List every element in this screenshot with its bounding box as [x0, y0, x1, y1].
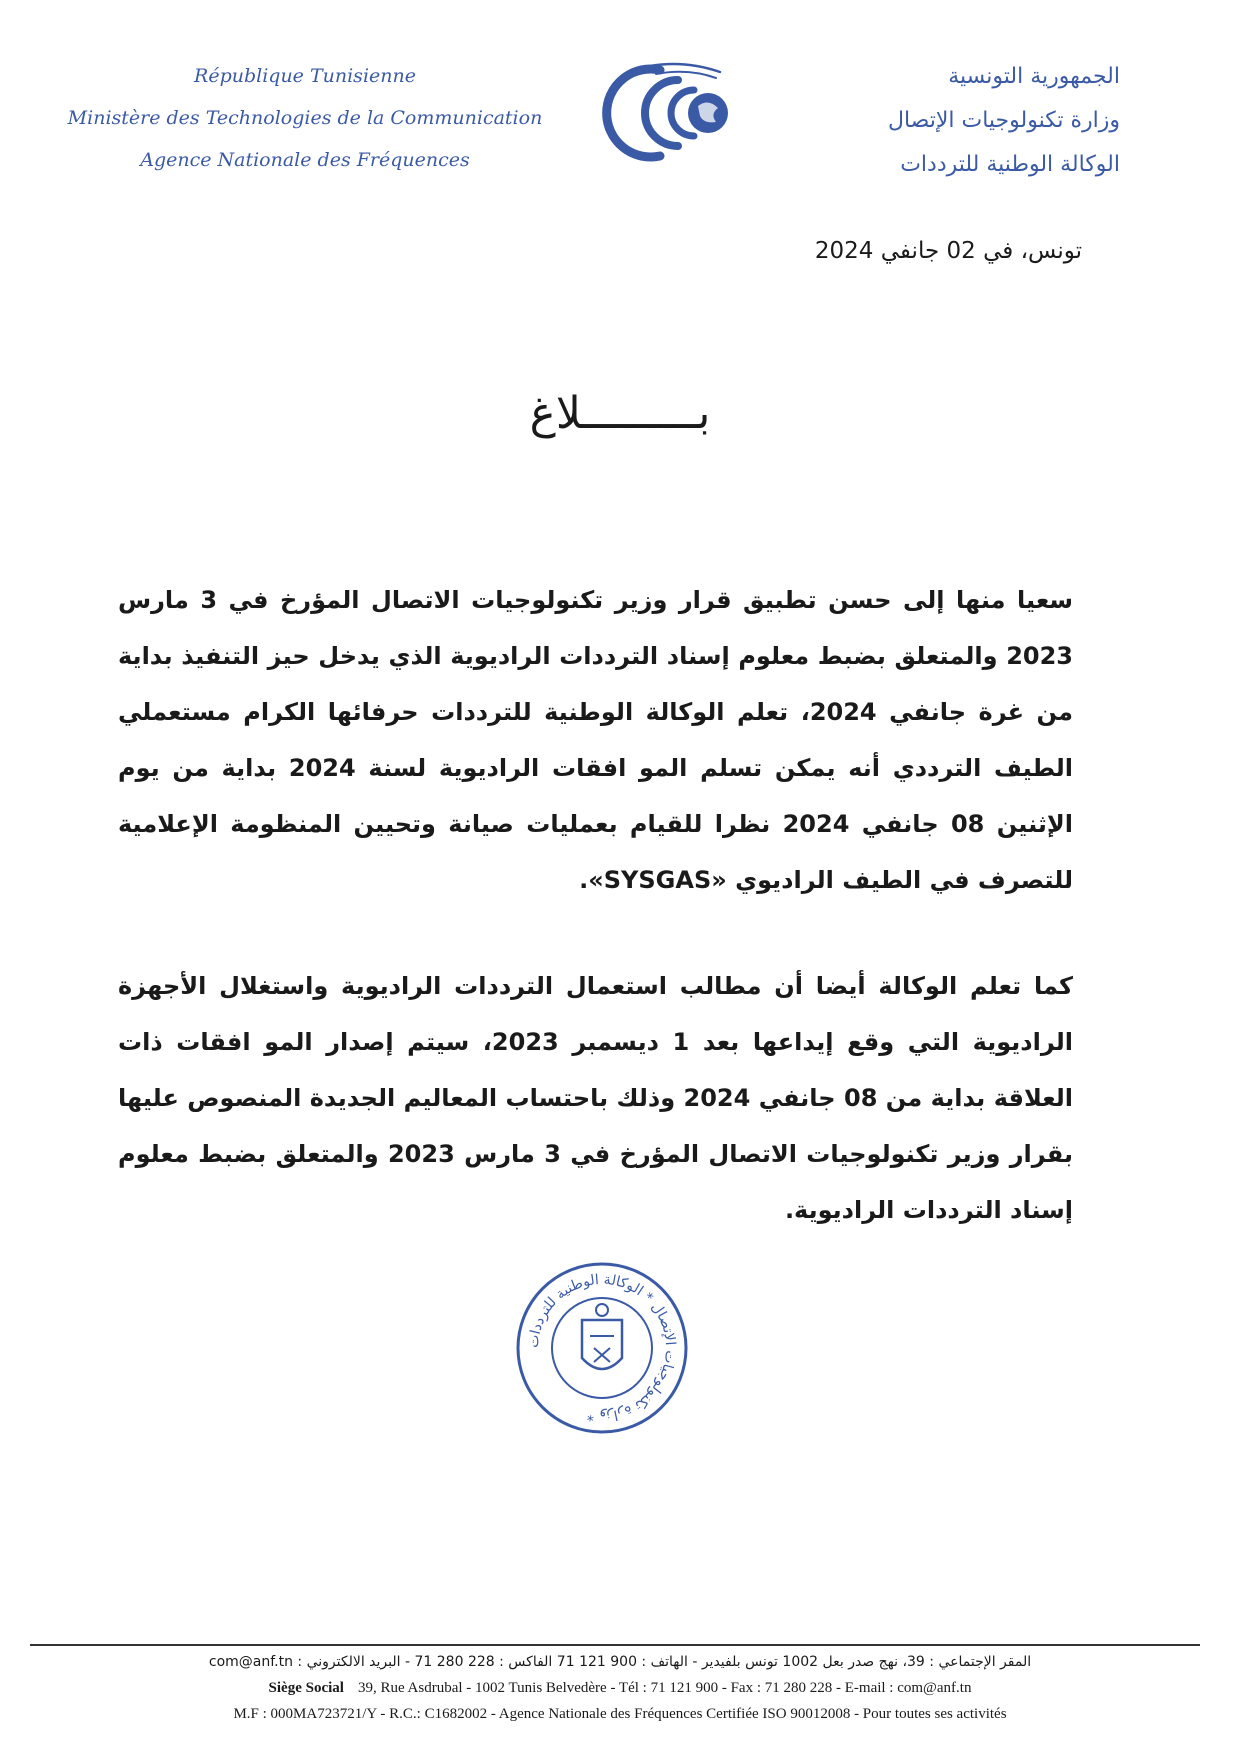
footer-siege-label: Siège Social: [268, 1680, 344, 1696]
footer-arabic-address: المقر الإجتماعي : 39، نهج صدر بعل 1002 تونس بلفيدير - الهاتف : 900 121 71 الفاكس : 228 280 71 - البريد الالكتروني : com@anf.tn: [208, 1654, 1032, 1670]
anf-logo-icon: [590, 58, 740, 168]
document-title: [0, 388, 1240, 439]
footer-siege: [0, 1680, 1240, 1697]
header-french: [55, 55, 555, 181]
footer-registration: M.F : 000MA723721/Y - R.C.: C1682002 - Agence Nationale des Fréquences Certifiée ISO 90012008 - Pour toutes ses activités: [233, 1706, 1007, 1722]
document-date: تونس، في 02 جانفي 2024: [814, 238, 1082, 264]
title-text: بـــــــــلاغ: [529, 388, 711, 439]
header-fr-agency: Agence Nationale des Fréquences: [140, 149, 470, 171]
header-ar-agency: الوكالة الوطنية للترددات: [900, 152, 1120, 177]
body-paragraph-2: كما تعلم الوكالة أيضا أن مطالب استعمال الترددات الراديوية واستغلال الأجهزة الراديوية التي وقع إيداعها بعد 1 ديسمبر 2023، سيتم إصدار المو افقات ذات العلاقة بداية من 08 جانفي 2024 وذلك باحتساب المعاليم الجديدة المنصوص عليها بقرار وزير تكنولوجيات الاتصال المؤرخ في 3 مارس 2023 والمتعلق بضبط معلوم إسناد الترددات الراديوية.: [118, 972, 1073, 1224]
header-ar-republic: الجمهورية التونسية: [948, 64, 1120, 89]
official-stamp-icon: [512, 1258, 692, 1438]
stamp-text: وزارة تكنولوجيات الإتصال * الوكالة الوطنية للترددات *: [525, 1271, 679, 1425]
header-ar-ministry: وزارة تكنولوجيات الإتصال: [887, 108, 1120, 133]
header-arabic: [790, 55, 1120, 187]
body-paragraph-1: سعيا منها إلى حسن تطبيق قرار وزير تكنولوجيات الاتصال المؤرخ في 3 مارس 2023 والمتعلق بضبط معلوم إسناد الترددات الراديوية الذي يدخل حيز التنفيذ بداية من غرة جانفي 2024، تعلم الوكالة الوطنية للترددات حرفائها الكرام مستعملي الطيف الترددي أنه يمكن تسلم المو افقات الراديوية لسنة 2024 بداية من يوم الإثنين 08 جانفي 2024 نظرا للقيام بعمليات صيانة وتحيين المنظومة الإعلامية للتصرف في الطيف الراديوي «SYSGAS».: [118, 586, 1073, 894]
header-fr-ministry: Ministère des Technologies de la Communication: [67, 107, 543, 129]
footer-address-fr: 39, Rue Asdrubal - 1002 Tunis Belvedère - Tél : 71 121 900 - Fax : 71 280 228 - E-mail : com@anf.tn: [357, 1680, 972, 1696]
header-fr-republic: République Tunisienne: [194, 65, 416, 87]
footer-divider: [30, 1644, 1200, 1646]
